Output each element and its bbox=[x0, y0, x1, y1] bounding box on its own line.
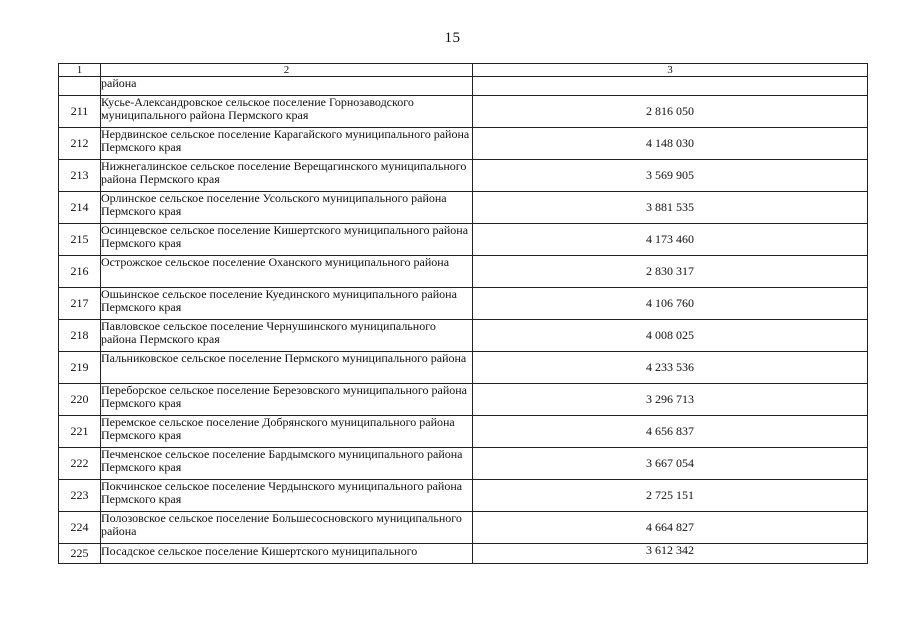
table-row bbox=[59, 544, 868, 564]
settlement-name-cell: Переборское сельское поселение Березовского муниципального района Пермского края bbox=[101, 384, 473, 416]
settlement-name-cell: Печменское сельское поселение Бардымского муниципального района Пермского края bbox=[101, 448, 473, 480]
amount-cell: 3 881 535 bbox=[473, 192, 868, 224]
continuation-num-cell bbox=[59, 77, 101, 96]
table-row bbox=[59, 320, 868, 352]
table-row bbox=[59, 416, 868, 448]
settlement-name-cell: Посадское сельское поселение Кишертского муниципального bbox=[101, 544, 473, 564]
settlement-name-cell: Павловское сельское поселение Чернушинского муниципального района Пермского края bbox=[101, 320, 473, 352]
table-row bbox=[59, 512, 868, 544]
settlement-name-cell: Острожское сельское поселение Оханского муниципального района bbox=[101, 256, 473, 288]
amount-cell: 3 612 342 bbox=[473, 544, 868, 564]
row-number-cell: 222 bbox=[59, 448, 101, 480]
amount-cell: 4 106 760 bbox=[473, 288, 868, 320]
amount-cell: 4 664 827 bbox=[473, 512, 868, 544]
settlement-name-cell: Кусье-Александровское сельское поселение Горнозаводского муниципального района Пермского края bbox=[101, 96, 473, 128]
table-row bbox=[59, 224, 868, 256]
amount-cell: 2 816 050 bbox=[473, 96, 868, 128]
table-row bbox=[59, 256, 868, 288]
row-number-cell: 220 bbox=[59, 384, 101, 416]
settlement-name-cell: Полозовское сельское поселение Большесосновского муниципального района bbox=[101, 512, 473, 544]
row-number-cell: 225 bbox=[59, 544, 101, 564]
row-number-cell: 221 bbox=[59, 416, 101, 448]
table-row bbox=[59, 384, 868, 416]
row-number-cell: 223 bbox=[59, 480, 101, 512]
row-number-cell: 219 bbox=[59, 352, 101, 384]
table-row bbox=[59, 128, 868, 160]
row-number-cell: 216 bbox=[59, 256, 101, 288]
amount-cell: 4 008 025 bbox=[473, 320, 868, 352]
continuation-value-cell bbox=[473, 77, 868, 96]
settlements-table bbox=[58, 63, 868, 564]
settlement-name-cell: Перемское сельское поселение Добрянского муниципального района Пермского края bbox=[101, 416, 473, 448]
table-row bbox=[59, 96, 868, 128]
row-number-cell: 212 bbox=[59, 128, 101, 160]
row-number-cell: 211 bbox=[59, 96, 101, 128]
amount-cell: 3 296 713 bbox=[473, 384, 868, 416]
settlement-name-cell: Пальниковское сельское поселение Пермского муниципального района bbox=[101, 352, 473, 384]
column-header-1: 1 bbox=[59, 64, 101, 77]
table-row bbox=[59, 288, 868, 320]
page-number: 15 bbox=[444, 30, 461, 46]
table-row bbox=[59, 352, 868, 384]
table-row bbox=[59, 448, 868, 480]
table-header-row bbox=[59, 64, 868, 77]
settlement-name-cell: Орлинское сельское поселение Усольского муниципального района Пермского края bbox=[101, 192, 473, 224]
row-number-cell: 214 bbox=[59, 192, 101, 224]
row-number-cell: 217 bbox=[59, 288, 101, 320]
amount-cell: 3 667 054 bbox=[473, 448, 868, 480]
amount-cell: 4 233 536 bbox=[473, 352, 868, 384]
table-body bbox=[59, 77, 868, 564]
settlement-name-cell: Осинцевское сельское поселение Кишертского муниципального района Пермского края bbox=[101, 224, 473, 256]
settlement-name-cell: Ошьинское сельское поселение Куединского муниципального района Пермского края bbox=[101, 288, 473, 320]
row-number-cell: 215 bbox=[59, 224, 101, 256]
continuation-name-cell: района bbox=[101, 77, 473, 96]
row-number-cell: 213 bbox=[59, 160, 101, 192]
amount-cell: 2 830 317 bbox=[473, 256, 868, 288]
amount-cell: 4 173 460 bbox=[473, 224, 868, 256]
column-header-3: 3 bbox=[473, 64, 868, 77]
amount-cell: 4 656 837 bbox=[473, 416, 868, 448]
amount-cell: 2 725 151 bbox=[473, 480, 868, 512]
amount-cell: 4 148 030 bbox=[473, 128, 868, 160]
row-number-cell: 218 bbox=[59, 320, 101, 352]
amount-cell: 3 569 905 bbox=[473, 160, 868, 192]
table-row bbox=[59, 160, 868, 192]
settlement-name-cell: Нердвинское сельское поселение Карагайского муниципального района Пермского края bbox=[101, 128, 473, 160]
settlement-name-cell: Покчинское сельское поселение Чердынского муниципального района Пермского края bbox=[101, 480, 473, 512]
table-row bbox=[59, 192, 868, 224]
table-row bbox=[59, 480, 868, 512]
settlement-name-cell: Нижнегалинское сельское поселение Верещагинского муниципального района Пермского края bbox=[101, 160, 473, 192]
column-header-2: 2 bbox=[101, 64, 473, 77]
row-number-cell: 224 bbox=[59, 512, 101, 544]
continuation-row bbox=[59, 77, 868, 96]
